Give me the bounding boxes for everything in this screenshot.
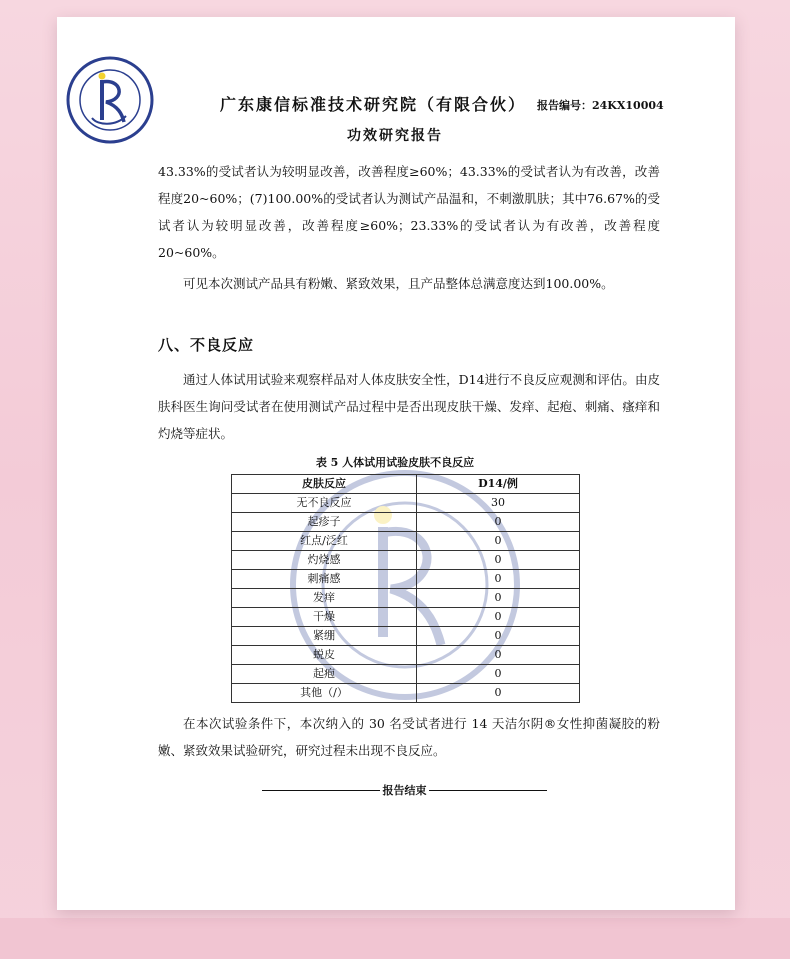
table-cell: 其他（/） xyxy=(232,684,417,703)
table-cell: 30 xyxy=(417,494,580,513)
table-row xyxy=(232,627,580,646)
final-paragraph: 在本次试验条件下，本次纳入的 30 名受试者进行 14 天洁尔阴®女性抑菌凝胶的粉嫩、紧致效果试验研究，研究过程未出现不良反应。 xyxy=(158,716,660,758)
table-cell: 无不良反应 xyxy=(232,494,417,513)
table-cell: 干燥 xyxy=(232,608,417,627)
table-header-cell: 皮肤反应 xyxy=(232,475,417,494)
results-paragraph: 43.33%的受试者认为较明显改善，改善程度≥60%；43.33%的受试者认为有改善，改善程度20~60%；(7)100.00%的受试者认为测试产品温和，不刺激肌肤；其中76.67%的受试者认为较明显改善，改善程度≥60%；23.33%的受试者认为有改善，改善程度20~60%。 xyxy=(158,164,660,260)
table-caption: 表 5 人体试用试验皮肤不良反应 xyxy=(315,456,475,469)
table-row xyxy=(232,513,580,532)
table-row xyxy=(232,570,580,589)
table-cell: 0 xyxy=(417,589,580,608)
table-cell: 0 xyxy=(417,513,580,532)
table-cell: 0 xyxy=(417,665,580,684)
table-cell: 0 xyxy=(417,608,580,627)
adverse-reaction-intro: 通过人体试用试验来观察样品对人体皮肤安全性，D14进行不良反应观测和评估。由皮肤科医生询问受试者在使用测试产品过程中是否出现皮肤干燥、发痒、起疱、刺痛、瘙痒和灼烧等症状。 xyxy=(158,372,660,441)
section-heading: 八、不良反应 xyxy=(158,336,255,354)
table-cell: 蜕皮 xyxy=(232,646,417,665)
table-row xyxy=(232,551,580,570)
table-cell: 红点/泛红 xyxy=(232,532,417,551)
table-cell: 0 xyxy=(417,570,580,589)
table-row xyxy=(232,608,580,627)
report-end-marker xyxy=(262,780,547,800)
report-end-text: 报告结束 xyxy=(382,784,427,797)
table-cell: 紧绷 xyxy=(232,627,417,646)
adverse-reaction-table xyxy=(231,474,580,703)
table-row xyxy=(232,494,580,513)
table-cell: 刺痛感 xyxy=(232,570,417,589)
table-cell: 0 xyxy=(417,646,580,665)
table-cell: 0 xyxy=(417,551,580,570)
table-cell: 起疹子 xyxy=(232,513,417,532)
table-row xyxy=(232,532,580,551)
table-cell: 0 xyxy=(417,532,580,551)
table-row xyxy=(232,665,580,684)
table-cell: 0 xyxy=(417,627,580,646)
table-cell: 灼烧感 xyxy=(232,551,417,570)
organization-name: 广东康信标准技术研究院（有限合伙） xyxy=(220,95,527,114)
report-number: 报告编号：24KX10004 xyxy=(537,99,664,112)
table-header-cell: D14/例 xyxy=(417,475,580,494)
table-row xyxy=(232,684,580,703)
table-row xyxy=(232,646,580,665)
conclusion-paragraph: 可见本次测试产品具有粉嫩、紧致效果，且产品整体总满意度达到100.00%。 xyxy=(183,276,614,291)
table-row xyxy=(232,589,580,608)
table-cell: 0 xyxy=(417,684,580,703)
report-title: 功效研究报告 xyxy=(347,128,443,144)
table-header-row xyxy=(232,475,580,494)
table-cell: 发痒 xyxy=(232,589,417,608)
bottom-band xyxy=(0,918,790,959)
table-cell: 起疱 xyxy=(232,665,417,684)
